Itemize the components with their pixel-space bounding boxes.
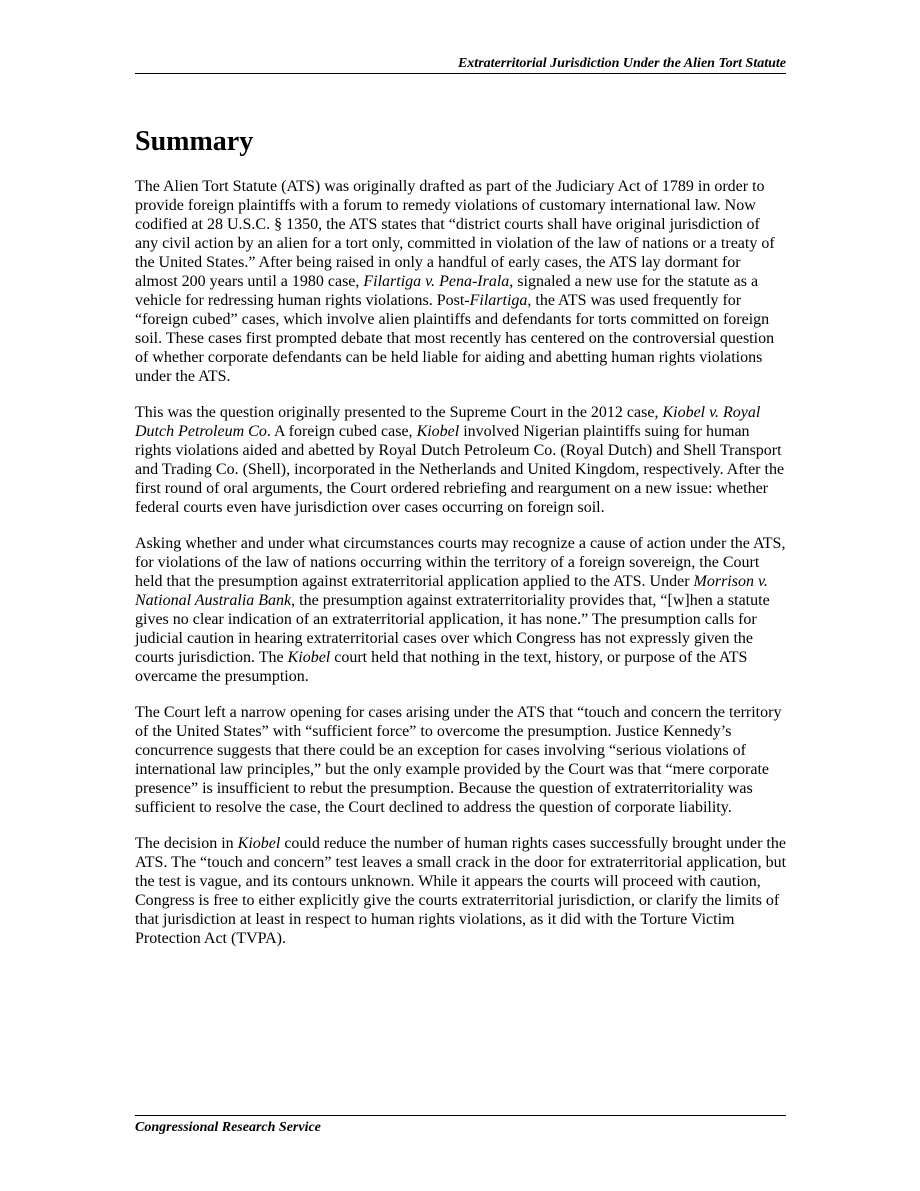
footer-rule	[135, 1115, 786, 1116]
paragraph-5: The decision in Kiobel could reduce the number of human rights cases successfully brought under the ATS. The “touch and concern” test leaves a small crack in the door for extraterritorial application, but the test is vague, and its contours unknown. While it appears the courts will proceed with caution, Congress is free to either explicitly give the courts extraterritorial jurisdiction, or clarify the limits of that jurisdiction at least in respect to human rights violations, as it did with the Torture Victim Protection Act (TVPA).	[135, 835, 787, 947]
paragraph-4: The Court left a narrow opening for cases arising under the ATS that “touch and concern the territory of the United States” with “sufficient force” to overcome the presumption. Justice Kennedy’s concurrence suggests that there could be an exception for cases involving “serious violations of international law principles,” but the only example provided by the Court was that “mere corporate presence” is insufficient to rebut the presumption. Because the question of extraterritoriality was sufficient to resolve the case, the Court declined to address the question of corporate liability.	[135, 704, 782, 816]
running-header: Extraterritorial Jurisdiction Under the Alien Tort Statute	[457, 56, 786, 71]
paragraph-3: Asking whether and under what circumstances courts may recognize a cause of action under the ATS, for violations of the law of nations occurring within the territory of a foreign sovereign, the Court held that the presumption against extraterritorial application applied to the ATS. Under Morrison v. National Australia Bank, the presumption against extraterritoriality provides that, “[w]hen a statute gives no clear indication of an extraterritorial application, it has none.” The presumption calls for judicial caution in hearing extraterritorial cases over which Congress has not expressly given the courts jurisdiction. The Kiobel court held that nothing in the text, history, or purpose of the ATS overcame the presumption.	[135, 535, 786, 685]
paragraph-2: This was the question originally presented to the Supreme Court in the 2012 case, Kiobel v. Royal Dutch Petroleum Co. A foreign cubed case, Kiobel involved Nigerian plaintiffs suing for human rights violations aided and abetted by Royal Dutch Petroleum Co. (Royal Dutch) and Shell Transport and Trading Co. (Shell), incorporated in the Netherlands and United Kingdom, respectively. After the first round of oral arguments, the Court ordered rebriefing and reargument on a new issue: whether federal courts even have jurisdiction over cases occurring on foreign soil.	[135, 404, 785, 516]
header-rule	[135, 73, 786, 74]
body-text	[135, 177, 786, 965]
page-title: Summary	[135, 126, 254, 157]
running-footer: Congressional Research Service	[135, 1120, 321, 1135]
paragraph-1: The Alien Tort Statute (ATS) was originally drafted as part of the Judiciary Act of 1789 in order to provide foreign plaintiffs with a forum to remedy violations of customary international law. Now codified at 28 U.S.C. § 1350, the ATS states that “district courts shall have original jurisdiction of any civil action by an alien for a tort only, committed in violation of the law of nations or a treaty of the United States.” After being raised in only a handful of early cases, the ATS lay dormant for almost 200 years until a 1980 case, Filartiga v. Pena-Irala, signaled a new use for the statute as a vehicle for redressing human rights violations. Post-Filartiga, the ATS was used frequently for “foreign cubed” cases, which involve alien plaintiffs and defendants for torts committed on foreign soil. These cases first prompted debate that most recently has centered on the controversial question of whether corporate defendants can be held liable for aiding and abetting human rights violations under the ATS.	[135, 178, 775, 385]
